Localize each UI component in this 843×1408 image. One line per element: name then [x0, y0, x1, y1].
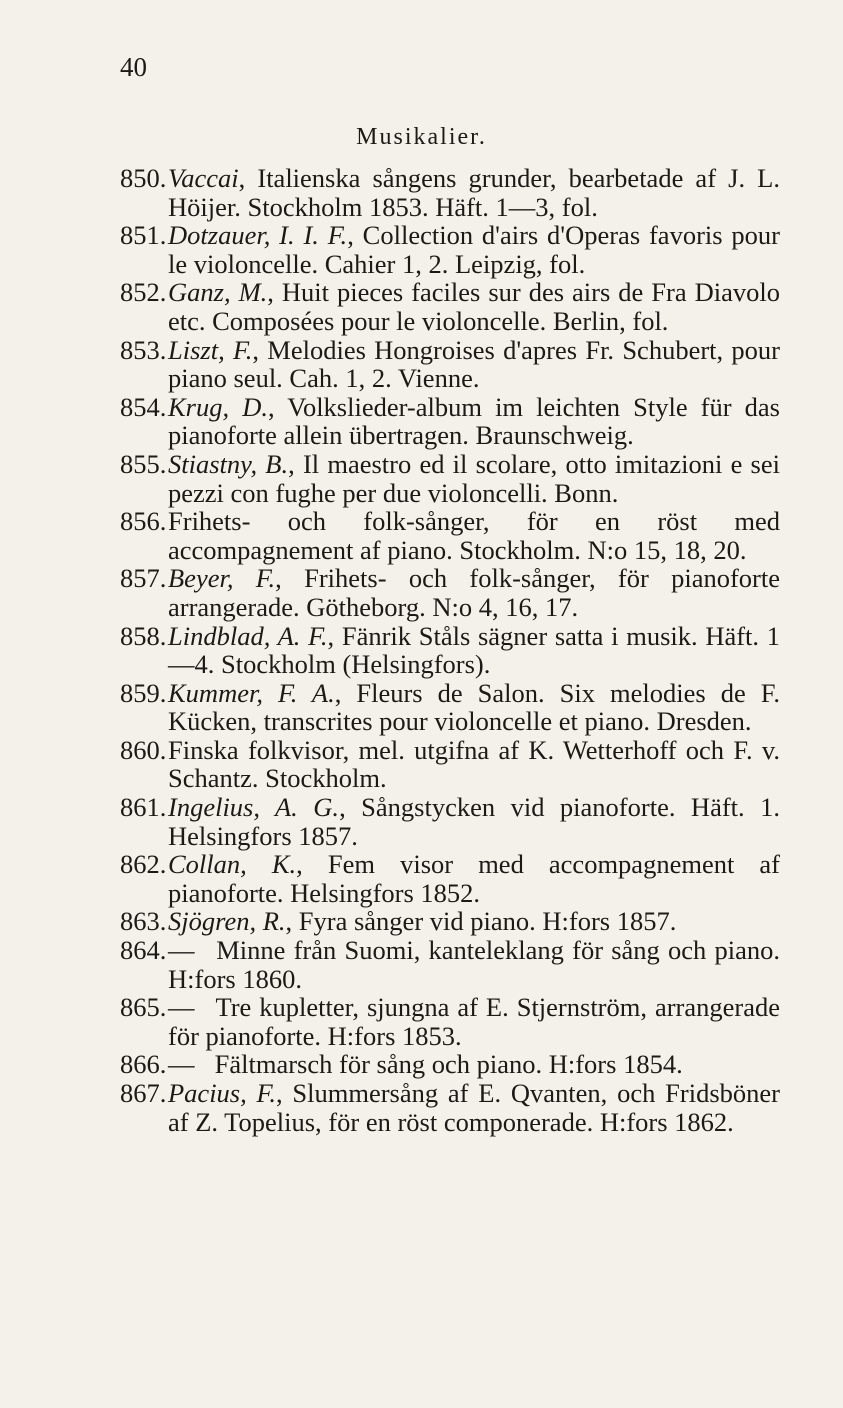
entry-body	[168, 220, 787, 279]
list-item	[120, 1050, 780, 1079]
entry-separator: ,	[327, 620, 335, 651]
entry-number: 864.	[120, 935, 167, 966]
list-item	[120, 563, 787, 622]
list-item	[120, 334, 787, 394]
entry-author: Pacius, F.	[168, 1078, 276, 1108]
list-item	[120, 506, 787, 565]
entry-text: Fänrik Ståls sägner satta i musik. Häft. 1—4. Stockholm (Helsingfors).	[168, 620, 780, 680]
entry-number: 854.	[120, 391, 167, 422]
entry-text: Melodies Hongroises d'apres Fr. Schubert, pour piano seul. Cah. 1, 2. Vienne.	[168, 334, 787, 394]
entry-separator: ,	[288, 448, 295, 479]
entry-number: 853.	[120, 334, 167, 365]
entry-author: Sjögren, R.	[168, 906, 286, 937]
list-item	[120, 734, 787, 794]
entry-number: 862.	[120, 849, 167, 880]
entry-text: Italienska sångens grunder, bearbetade af J. L. Höijer. Stockholm 1853. Häft. 1—3, fol.	[168, 163, 787, 222]
entry-text: Collection d'airs d'Operas favoris pour le violoncelle. Cahier 1, 2. Leipzig, fol.	[168, 220, 787, 279]
entry-body	[168, 163, 787, 222]
entry-separator: ,	[267, 391, 275, 422]
entry-author: Stiastny, B.	[168, 448, 289, 479]
entry-text: Fältmarsch för sång och piano. H:fors 1854.	[208, 1049, 683, 1080]
list-item	[120, 677, 787, 737]
entry-body	[168, 935, 787, 994]
entry-body	[168, 449, 787, 508]
entry-separator: ,	[285, 906, 293, 937]
entry-body	[168, 735, 787, 794]
list-item	[120, 907, 780, 936]
entry-number: 857.	[120, 563, 167, 594]
ditto-dash: —	[168, 935, 195, 966]
entry-separator: ,	[238, 163, 246, 193]
entry-body	[168, 277, 787, 336]
list-item	[120, 391, 787, 451]
entry-text: Huit pieces faciles sur des airs de Fra Diavolo etc. Composées pour le violoncelle. Berlin, fol.	[168, 277, 787, 336]
entry-body	[168, 506, 787, 565]
entry-text: Frihets- och folk-sånger, för en röst med accompagnement af piano. Stockholm. N:o 15, 18, 20.	[168, 506, 787, 565]
page-number: 40	[120, 52, 147, 82]
entry-separator: ,	[252, 334, 259, 365]
entry-text: Volkslieder-album im leichten Style für das pianoforte allein übertragen. Braunschweig.	[168, 391, 787, 451]
entry-body	[168, 792, 787, 851]
ditto-dash: —	[168, 992, 195, 1023]
entry-text: Slummersång af E. Qvanten, och Fridsböner af Z. Topelius, för en röst componerade. H:fors 1862.	[168, 1078, 787, 1137]
entry-body	[168, 906, 676, 936]
entry-body	[168, 563, 787, 622]
section-title: Musikalier.	[356, 124, 487, 150]
entry-body	[168, 621, 780, 680]
entry-number: 866.	[120, 1049, 167, 1080]
entry-author: Ingelius, A. G.	[168, 792, 340, 823]
list-item	[120, 849, 787, 908]
entry-author: Dotzauer, I. I. F.	[168, 220, 348, 251]
entry-number: 860.	[120, 734, 167, 765]
entry-separator: ,	[296, 849, 303, 880]
entry-separator: ,	[334, 677, 342, 708]
entry-author: Liszt, F.	[168, 334, 253, 365]
entry-author: Kummer, F. A.	[168, 677, 335, 708]
entry-body	[168, 335, 787, 394]
entry-body	[168, 678, 787, 737]
entry-separator: ,	[267, 277, 274, 308]
entry-body	[168, 849, 787, 908]
entry-author: Ganz, M.	[168, 277, 268, 308]
list-item	[120, 622, 780, 679]
list-item	[120, 1078, 787, 1137]
entry-text: Minne från Suomi, kanteleklang för sång och piano. H:fors 1860.	[168, 935, 787, 994]
entry-number: 859.	[120, 677, 167, 708]
entry-body	[168, 992, 787, 1051]
entry-number: 852.	[120, 277, 167, 308]
entry-text: Fem visor med accompagnement af pianoforte. Helsingfors 1852.	[168, 849, 787, 908]
entry-text: Sångstycken vid pianoforte. Häft. 1. Helsingfors 1857.	[168, 792, 787, 851]
entry-number: 858.	[120, 620, 167, 651]
ditto-dash: —	[168, 1049, 195, 1080]
entry-body	[168, 392, 787, 451]
entry-author: Collan, K.	[168, 849, 297, 880]
list-item	[120, 992, 787, 1051]
entry-author: Vaccai	[168, 163, 239, 193]
entry-number: 861.	[120, 792, 167, 823]
entry-author: Lindblad, A. F.	[168, 620, 328, 651]
list-item	[120, 277, 787, 336]
entry-text: Fleurs de Salon. Six melodies de F. Kücken, transcrites pour violoncelle et piano. Dresden.	[168, 677, 787, 737]
entry-number: 865.	[120, 992, 167, 1023]
list-item	[120, 448, 787, 508]
entry-text: Frihets- och folk-sånger, för pianoforte arrangerade. Götheborg. N:o 4, 16, 17.	[168, 563, 787, 622]
entry-number: 867.	[120, 1078, 167, 1108]
entry-number: 856.	[120, 506, 167, 537]
entry-number: 855.	[120, 448, 167, 479]
entry-separator: ,	[275, 1078, 283, 1108]
entry-author: Krug, D.	[168, 391, 268, 422]
entry-text: Tre kupletter, sjungna af E. Stjernström, arrangerade för pianoforte. H:fors 1853.	[168, 992, 787, 1051]
list-item	[120, 220, 787, 279]
entry-separator: ,	[347, 220, 354, 251]
entry-body	[168, 1049, 683, 1079]
entry-separator: ,	[339, 792, 346, 823]
list-item	[120, 792, 787, 851]
list-item	[120, 935, 787, 994]
entry-text: Fyra sånger vid piano. H:fors 1857.	[292, 906, 677, 937]
entry-text: Il maestro ed il scolare, otto imitazioni e sei pezzi con fughe per due violoncelli. Bonn.	[168, 448, 787, 508]
list-item	[120, 163, 787, 222]
entry-author: Beyer, F.	[168, 563, 276, 594]
entry-list	[120, 163, 787, 1137]
entry-number: 850.	[120, 163, 167, 193]
entry-separator: ,	[275, 563, 282, 594]
entry-body	[168, 1078, 787, 1137]
entry-number: 851.	[120, 220, 167, 251]
entry-text: Finska folkvisor, mel. utgifna af K. Wetterhoff och F. v. Schantz. Stockholm.	[168, 734, 787, 794]
entry-number: 863.	[120, 906, 167, 937]
